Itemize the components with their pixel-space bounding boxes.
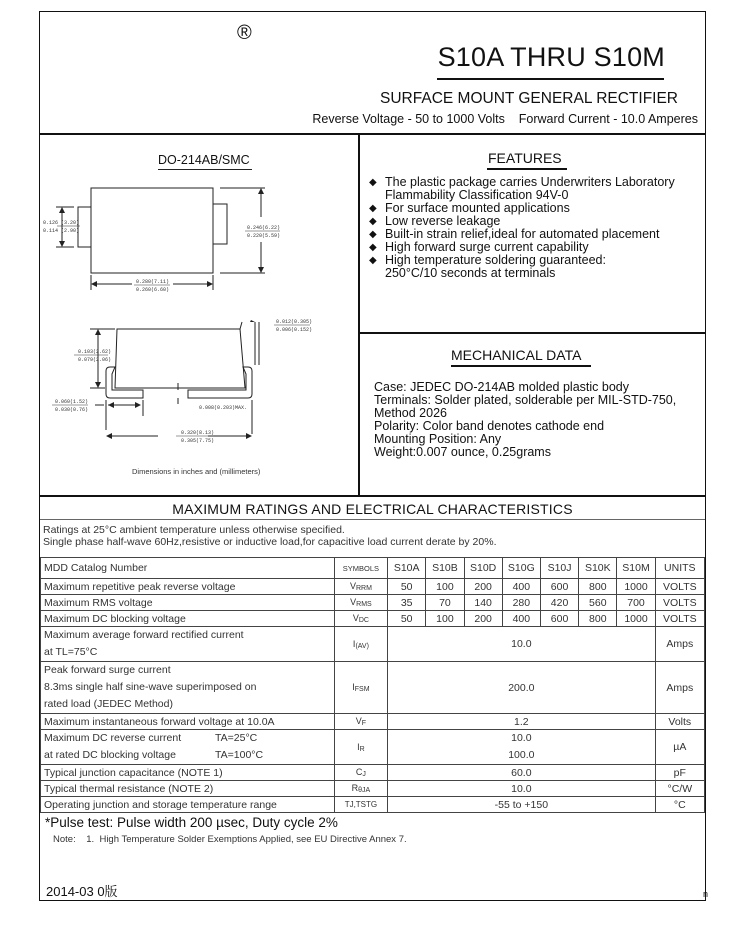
bullet-icon: ◆ [369,229,377,240]
svg-text:0.260(6.60): 0.260(6.60) [136,287,170,293]
table-row: Maximum repetitive peak reverse voltage VRRM 50 100 200 400 600 800 1000 VOLTS [41,579,705,595]
svg-text:0.220(5.59): 0.220(5.59) [247,233,281,239]
bullet-icon: ◆ [369,177,377,188]
package-title: DO-214AB/SMC [158,153,250,167]
feature-item: ◆ The plastic package carries Underwriters Laboratory Flammability Classification 94V-0 [369,175,675,202]
svg-text:0.320(8.13): 0.320(8.13) [181,430,215,436]
page-title: S10A THRU S10M [437,42,665,72]
mechanical-title-underline [451,365,591,367]
ratings-title: MAXIMUM RATINGS AND ELECTRICAL CHARACTERISTICS [172,501,573,517]
mechanical-title: MECHANICAL DATA [451,347,582,363]
feature-item: ◆ High forward surge current capability [369,240,589,254]
ratings-conditions: Ratings at 25°C ambient temperature unless otherwise specified. Single phase half-wave 60Hz,resistive or inductive load,for capacitive load current derate by 20%. [43,524,497,548]
bullet-icon: ◆ [369,255,377,266]
exemption-note: Note: 1. High Temperature Solder Exemptions Applied, see EU Directive Annex 7. [53,834,407,845]
divider [40,495,705,497]
mechanical-data: Case: JEDEC DO-214AB molded plastic body Terminals: Solder plated, solderable per MIL-STD-750, Method 2026 Polarity: Color band denotes cathode end Mounting Position: Any Weight:0.007 ounce, 0.25grams [374,380,677,459]
package-title-underline [158,169,252,170]
table-row: Maximum DC reverse current TA=25°C at rated DC blocking voltage TA=100°C IR 10.0 100.0 µA [41,730,705,765]
bullet-icon: ◆ [369,242,377,253]
dimensions-note: Dimensions in inches and (millimeters) [132,467,261,476]
features-title-underline [487,168,567,170]
svg-text:0.008(0.203)MAX.: 0.008(0.203)MAX. [199,405,248,411]
divider [40,519,705,520]
svg-text:0.079(2.06): 0.079(2.06) [78,357,112,363]
table-row: Maximum instantaneous forward voltage at 10.0A VF 1.2 Volts [41,714,705,730]
divider [40,133,705,135]
feature-item: ◆ Low reverse leakage [369,214,501,228]
ratings-table [40,557,705,813]
pulse-test-note: *Pulse test: Pulse width 200 µsec, Duty cycle 2% [45,815,338,830]
svg-text:0.060(1.52): 0.060(1.52) [55,399,89,405]
features-list [369,176,675,280]
revision-date: 2014-03 0版 [46,884,118,899]
stray-mark: n [703,889,709,899]
table-row: Operating junction and storage temperature range TJ,TSTG -55 to +150 °C [41,797,705,813]
title-underline [437,78,664,80]
feature-item: ◆ For surface mounted applications [369,201,570,215]
svg-text:0.103(2.62): 0.103(2.62) [78,349,112,355]
svg-text:0.280(7.11): 0.280(7.11) [136,279,170,285]
feature-item: ◆ Built-in strain relief,ideal for automated placement [369,227,660,241]
feature-item: ◆ High temperature soldering guaranteed: 250°C/10 seconds at terminals [369,253,606,280]
svg-text:0.305(7.75): 0.305(7.75) [181,438,215,444]
svg-text:0.012(0.305): 0.012(0.305) [276,319,313,325]
divider [358,332,705,334]
svg-text:0.030(0.76): 0.030(0.76) [55,407,89,413]
table-row: Maximum average forward rectified current at TL=75°C I(AV) 10.0 Amps [41,627,705,662]
registered-mark: ® [237,22,252,44]
bullet-icon: ◆ [369,216,377,227]
table-row: Peak forward surge current 8.3ms single half sine-wave superimposed on rated load (JEDEC Method) IFSM 200.0 Amps [41,662,705,714]
svg-text:0.246(6.22): 0.246(6.22) [247,225,281,231]
dim-lead-width-min: 0.114 (2.90) [43,228,80,234]
package-outline-drawing [40,172,358,472]
table-row: Maximum RMS voltage VRMS 35 70 140 280 420 560 700 VOLTS [41,595,705,611]
table-header-row: MDD Catalog Number SYMBOLS S10A S10B S10D S10G S10J S10K S10M UNITS [41,558,705,579]
subtitle: SURFACE MOUNT GENERAL RECTIFIER [380,90,678,107]
datasheet-page [39,11,709,901]
svg-text:0.006(0.152): 0.006(0.152) [276,327,313,333]
dim-lead-width-max: 0.126 (3.20) [43,220,80,226]
bullet-icon: ◆ [369,203,377,214]
table-row: Typical junction capacitance (NOTE 1) CJ 60.0 pF [41,765,705,781]
table-row: Typical thermal resistance (NOTE 2) RθJA 10.0 °C/W [41,781,705,797]
rating-summary: Reverse Voltage - 50 to 1000 Volts Forward Current - 10.0 Amperes [312,112,698,126]
table-row: Maximum DC blocking voltage VDC 50 100 200 400 600 800 1000 VOLTS [41,611,705,627]
features-title: FEATURES [488,150,562,166]
divider [358,133,360,495]
